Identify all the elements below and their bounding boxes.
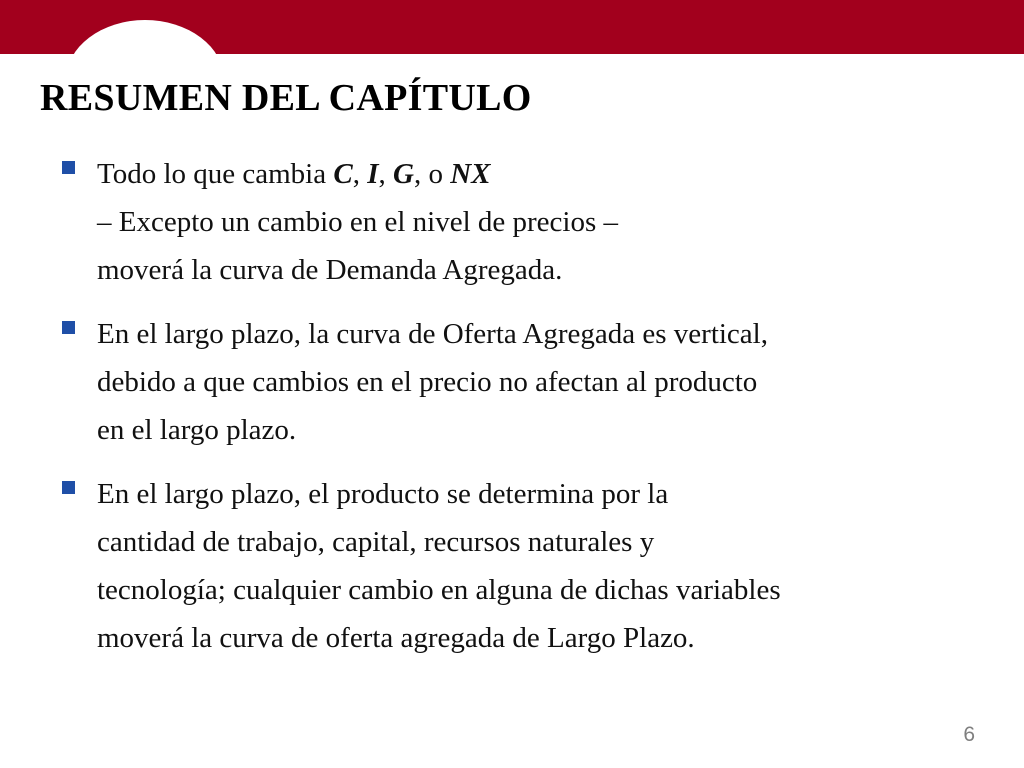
bullet-item [58,470,978,662]
bullet-item [58,150,978,294]
bullet-line [97,150,978,198]
bullet-line: – Excepto un cambio en el nivel de precios – [97,206,619,238]
slide-title: RESUMEN DEL CAPÍTULO [40,77,532,119]
square-bullet-icon [62,321,75,334]
separator: , [378,158,393,190]
variable-nx: NX [450,158,491,190]
bullet-line: cantidad de trabajo, capital, recursos naturales y [97,526,655,558]
bullet-line: moverá la curva de Demanda Agregada. [97,254,563,286]
bullet-line: tecnología; cualquier cambio en alguna de dichas variables [97,574,781,606]
separator: , o [413,158,451,190]
bullet-line: en el largo plazo. [97,414,297,446]
variable-i: I [367,158,379,190]
bullet-line: En el largo plazo, el producto se determina por la [97,478,669,510]
bullet-line: moverá la curva de oferta agregada de Largo Plazo. [97,622,695,654]
bullet-line: En el largo plazo, la curva de Oferta Agregada es vertical, [97,318,768,350]
variable-g: G [393,158,414,190]
bullet-text: Todo lo que cambia [97,158,334,190]
separator: , [352,158,368,190]
square-bullet-icon [62,481,75,494]
square-bullet-icon [62,161,75,174]
bullet-list [58,150,978,662]
bullet-line: debido a que cambios en el precio no afectan al producto [97,366,758,398]
bullet-item [58,310,978,454]
variable-c: C [333,158,353,190]
page-number: 6 [963,723,975,746]
